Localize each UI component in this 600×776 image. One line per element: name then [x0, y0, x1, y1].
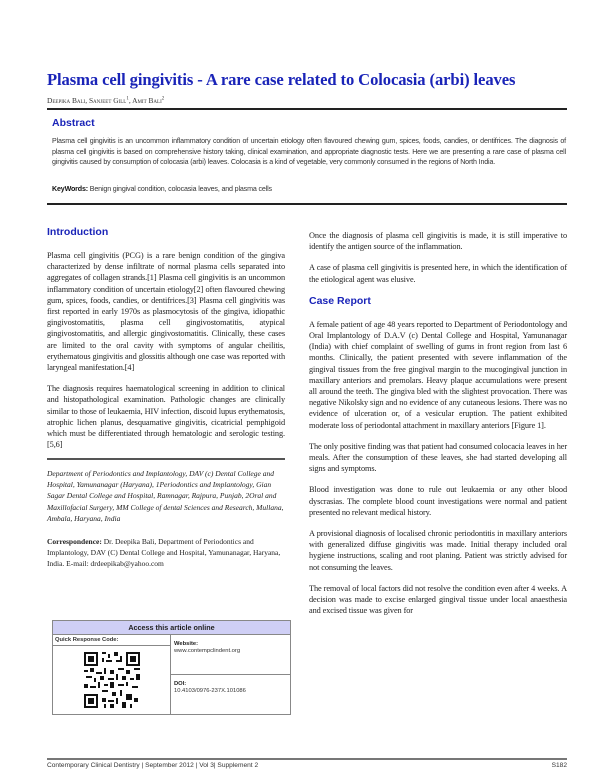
case-paragraph-5: The removal of local factors did not resolve the condition even after 4 weeks. A decision was made to excise enlarged gingival tissue under local anaesthesia and excised tissue was given for	[309, 583, 567, 616]
case-paragraph-4: A provisional diagnosis of localised chronic periodontitis in maxillary anteriors with generalized diffuse gingivitis was made. Initial therapy included oral hygiene instructions, scaling and root planing. Patient was strictly advised for not consuming the leaves.	[309, 529, 567, 572]
author-name: Sanjeet Gill	[88, 96, 127, 105]
author-affil-mark: 1	[126, 96, 129, 102]
website-link[interactable]: www.contempclindent.org	[174, 648, 241, 654]
introduction-heading: Introduction	[47, 226, 109, 238]
right-column	[309, 230, 567, 626]
website-label: Website:	[174, 641, 199, 647]
right-paragraph-1: Once the diagnosis of plasma cell gingivitis is made, it is still imperative to identify the antigen source of the inflammation.	[309, 231, 567, 252]
keywords-value: Benign gingival condition, colocasia leaves, and plasma cells	[89, 185, 272, 193]
correspondence-label: Correspondence:	[47, 536, 102, 546]
keywords-label: KeyWords:	[52, 185, 88, 193]
footer-rule	[47, 758, 567, 760]
case-report-heading: Case Report	[309, 294, 371, 307]
right-paragraph-2: A case of plasma cell gingivitis is presented here, in which the identification of the etiological agent was elusive.	[309, 263, 567, 284]
affiliations: Department of Periodontics and Implantology, DAV (c) Dental College and Hospital, Yamunanagar (Haryana), 1Periodontics and Implantology, Gian Sagar Dental College and Hospital, Ramnagar, Rajpura, Punjab, 2Oral and Maxillofacial Surgery, MM College of dental Sciences and Research, Mullana, Ambala, Haryana, India	[47, 468, 284, 523]
author-affil-mark: 2	[161, 96, 165, 102]
qr-code-label: Quick Response Code:	[53, 635, 170, 646]
case-paragraph-1: A female patient of age 48 years reported to Department of Periodontology and Oral Implantology of D.A.V (c) Dental College and Hospital, Yamunanagar (India) with chief complaint of swelling of gums in front region from last 6 months. Clinically, the patient presented with severe inflammation of the gingival tissues from the free gingival margin to the mucogingival junction in maxillary anteriors and premolars. Heavy plaque accumulations were present all around the teeth. The gingiva bled with the slightest provocation. There was negative Nikolsky sign and no evidence of any cutaneous lesions. There was no evidence of ulceration or, of a vesicular eruption. The patient exhibited moderate loss of periodontal attachment in maxillary anteriors [Figure 1].	[309, 319, 567, 430]
doi-link[interactable]: 10.4103/0976-237X.101086	[174, 688, 246, 694]
case-paragraph-3: Blood investigation was done to rule out leukaemia or any other blood dyscrasias. The complete blood count investigations were normal and patient presented no relevant medical history.	[309, 485, 567, 517]
page-number: S182	[551, 762, 567, 769]
correspondence	[47, 536, 285, 570]
qr-code-icon[interactable]	[84, 652, 140, 708]
left-column	[47, 226, 285, 580]
journal-footer: Contemporary Clinical Dentistry | September 2012 | Vol 3| Supplement 2	[47, 762, 259, 769]
website-cell	[171, 635, 290, 674]
introduction-paragraph-1: Plasma cell gingivitis (PCG) is a rare benign condition of the gingiva characterized by dense infiltrate of normal plasma cells separated into aggregates of collagen strands.[1] Plasma cell gingivitis is an uncommon inflammatory condition of uncertain etiology[2] often flavoured chewing gum, spices, foods, candies, or dentifrices.[3] Plasma cell gingivitis was first reported in early 1970s as plasmocytosis of the gingiva, idiopathic gingivostomatitis, plasma cell gingivostomatitis, atypical gingivostomatitis, and allergic gingivostomatitis. Clinically, these cases are limited to the oral cavity with symptoms of angular cheilitis, erythematous gingivitis and glossitis although one case was reported with laryngeal manifestation.[4]	[47, 251, 285, 373]
author-name: Deepika Bali	[47, 96, 86, 105]
author-name: Amit Bali	[132, 96, 162, 105]
access-article-box	[52, 620, 291, 715]
introduction-paragraph-2: The diagnosis requires haematological screening in addition to clinical and histopathological examination. Pathologic changes are clinically similar to those of leukaemia, HIV infection, discoid lupus erythematosis, atrophic lichen planus, desquamative gingivitis, cicatricial pemphigoid which must be differentiated through hematologic and serologic testing.[5,6]	[47, 384, 285, 450]
abstract-heading: Abstract	[52, 117, 95, 129]
doi-cell	[171, 674, 290, 714]
access-box-heading: Access this article online	[53, 621, 290, 635]
abstract-text: Plasma cell gingivitis is an uncommon inflammatory condition of uncertain etiology often flavoured chewing gum, spices, foods, candies, or dentifrices. The diagnosis of plasma cell gingivitis is based on comprehensive history taking, clinical examination, and appropriate diagnostic tests. Here we are presenting a rare case of plasma cell gingivitis caused by consumption of colocasia (arbi) leaves. Colocasia is a kind of vegetable, very commonly consumed in the regions of North India.	[52, 137, 566, 167]
author-list: Deepika Bali, Sanjeet Gill$^1$, Amit Bali$^2$	[47, 96, 165, 105]
article-title: Plasma cell gingivitis - A rare case related to Colocasia (arbi) leaves	[47, 70, 516, 89]
affiliation-divider	[47, 458, 285, 460]
correspondence-text: Dr. Deepika Bali, Department of Periodontics and Implantology, DAV (C) Dental College and Hospital, Yamunanagar, Haryana, India. E-mail: drdeepikab@yahoo.com	[47, 536, 281, 569]
keywords-line	[52, 185, 566, 193]
abstract-top-rule	[47, 108, 567, 110]
case-paragraph-2: The only positive finding was that patient had consumed colocacia leaves in her meals. After the consumption of these leaves, she had started developing all signs and symptoms.	[309, 441, 567, 474]
abstract-bottom-rule	[47, 203, 567, 205]
doi-label: DOI:	[174, 681, 187, 687]
